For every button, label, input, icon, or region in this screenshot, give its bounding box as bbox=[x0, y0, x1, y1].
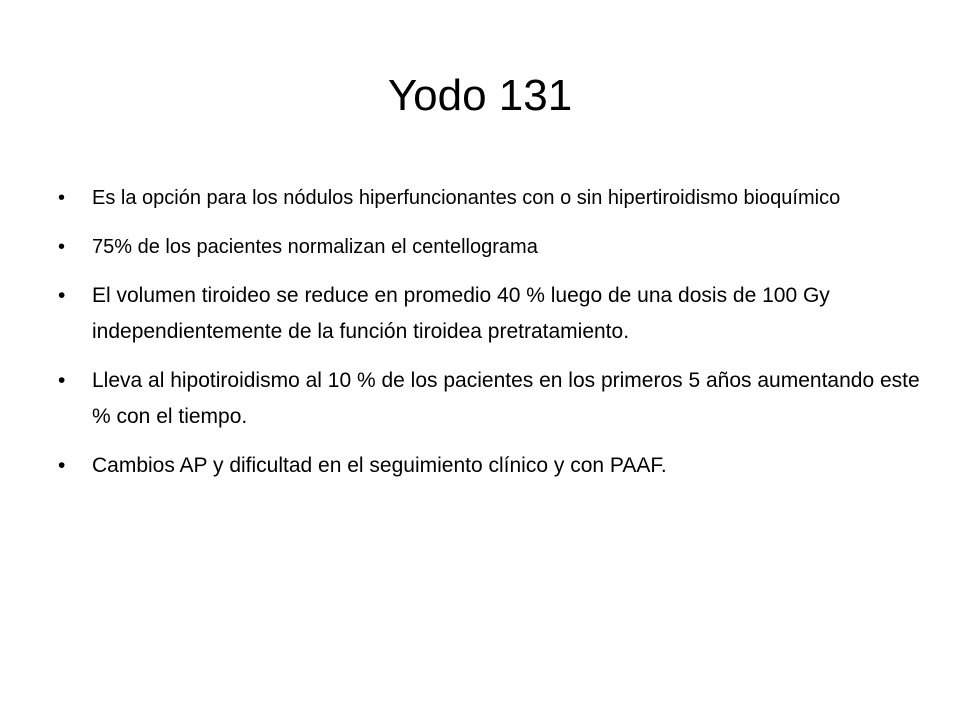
bullet-text: Cambios AP y dificultad en el seguimiento clínico y con PAAF. bbox=[92, 454, 667, 477]
bullet-text: Es la opción para los nódulos hiperfuncionantes con o sin hipertiroidismo bioquímico bbox=[92, 187, 841, 209]
bullet-item bbox=[58, 229, 928, 265]
bullet-text: Lleva al hipotiroidismo al 10 % de los pacientes en los primeros 5 años aumentando este % con el tiempo. bbox=[92, 369, 920, 428]
bullet-item bbox=[58, 278, 928, 350]
bullet-marker: • bbox=[58, 236, 66, 258]
bullet-marker: • bbox=[58, 369, 66, 392]
bullet-marker: • bbox=[58, 187, 66, 209]
bullet-list bbox=[58, 180, 928, 497]
bullet-item bbox=[58, 180, 928, 216]
bullet-text: 75% de los pacientes normalizan el centellograma bbox=[92, 236, 538, 258]
bullet-item bbox=[58, 448, 928, 484]
bullet-text: El volumen tiroideo se reduce en promedio 40 % luego de una dosis de 100 Gy independientemente de la función tiroidea pretratamiento. bbox=[92, 284, 830, 343]
bullet-marker: • bbox=[58, 284, 66, 307]
bullet-item bbox=[58, 363, 928, 435]
bullet-marker: • bbox=[58, 454, 66, 477]
slide-title: Yodo 131 bbox=[387, 71, 573, 120]
